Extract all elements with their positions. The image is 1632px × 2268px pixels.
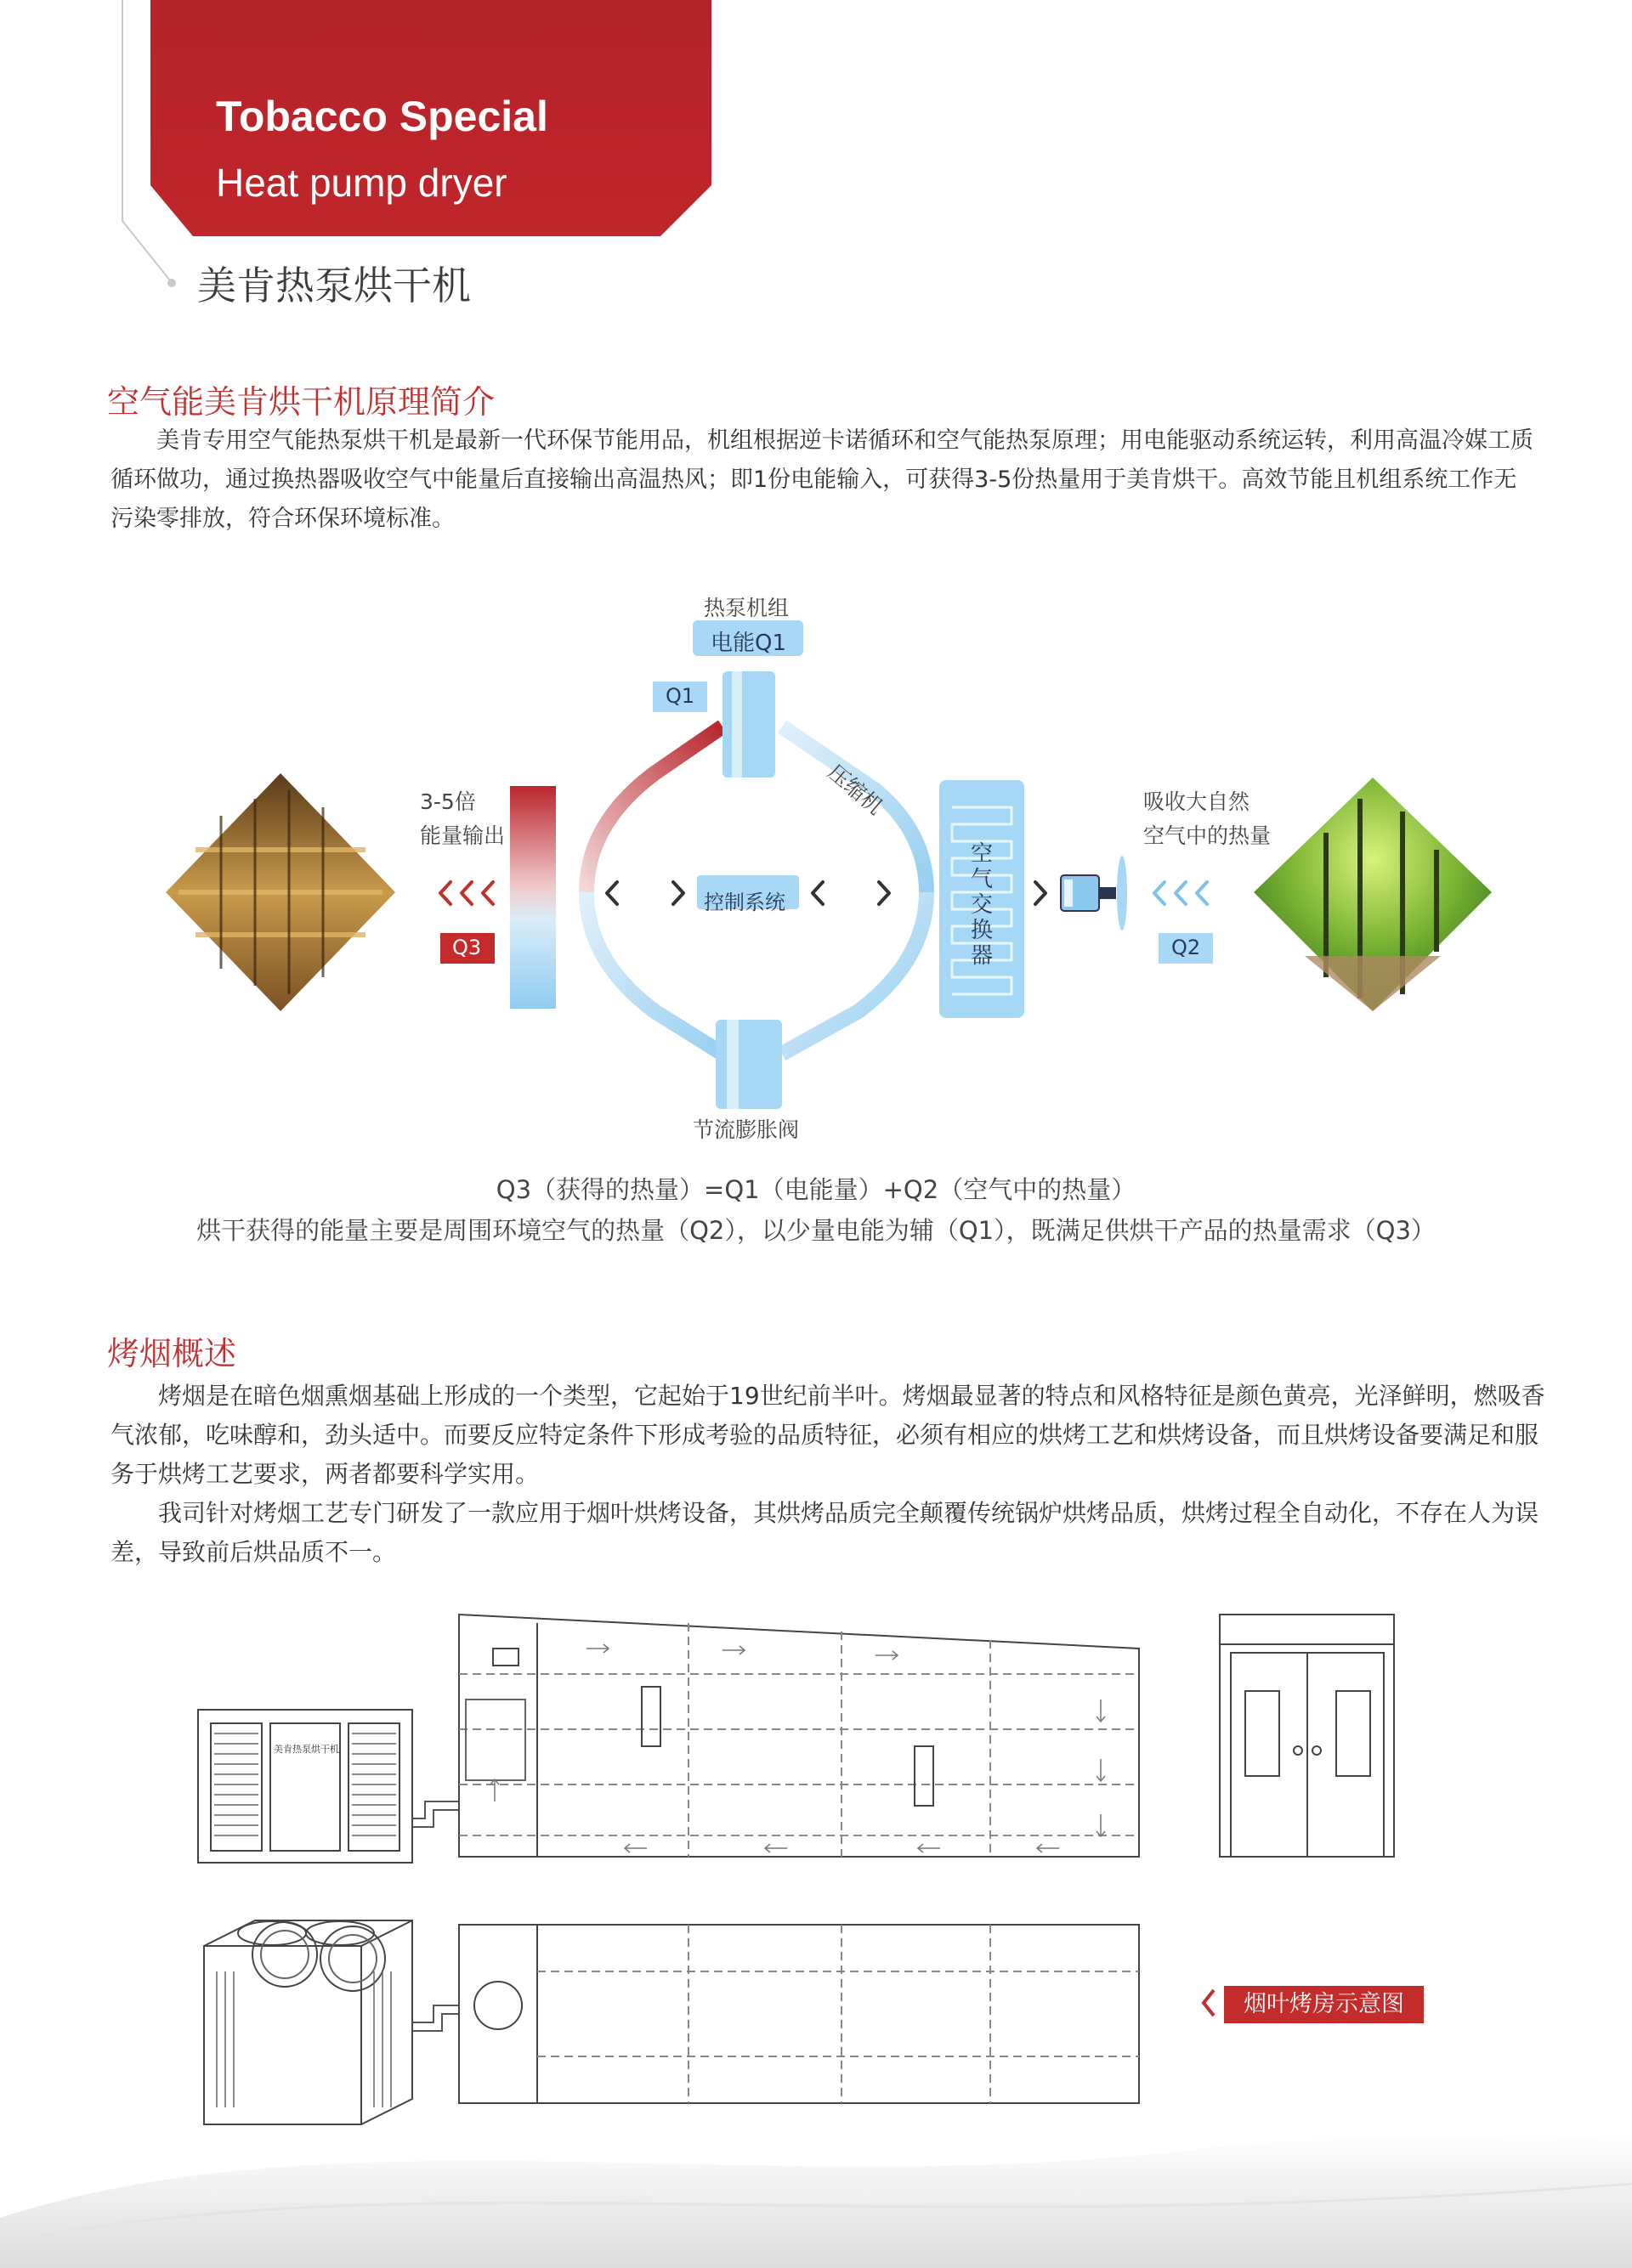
curing-room-front-view xyxy=(459,1615,1139,1857)
section1-body xyxy=(110,421,1538,539)
throttle-valve-label: 节流膨胀阀 xyxy=(693,1117,800,1142)
curing-room-caption: 烟叶烤房示意图 xyxy=(1224,1986,1424,2023)
header-title: Tobacco Special xyxy=(216,93,548,140)
output-chevrons xyxy=(440,882,493,904)
cold-pipe-right-bottom xyxy=(782,892,926,1054)
section2-title: 烤烟概述 xyxy=(107,1335,237,1372)
section2-paragraph-2: 我司针对烤烟工艺专门研发了一款应用于烟叶烘烤设备，其烘烤品质完全颠覆传统锅炉烘烤品质，烘烤过程全自动化，不存在人为误差，导致前后烘品质不一。 xyxy=(110,1499,1539,1566)
hot-pipe xyxy=(586,727,722,892)
section2-body xyxy=(110,1377,1547,1572)
energy-formula-note: 烘干获得的能量主要是周围环境空气的热量（Q2），以少量电能为辅（Q1），既满足供烘干产品的热量需求（Q3） xyxy=(196,1216,1436,1245)
airflow-arrows xyxy=(490,1644,1105,1852)
air-exchanger-label: 空气交换器 xyxy=(971,841,994,969)
section1-paragraph: 美肯专用空气能热泵烘干机是最新一代环保节能用品，机组根据逆卡诺循环和空气能热泵原理；用电能驱动系统运转，利用高温冷媒工质循环做功，通过换热器吸收空气中能量后直接输出高温热风；即1份电能输入，可获得3-5份热量用于美肯烘干。高效节能且机组系统工作无污染零排放，符合环保环境标准。 xyxy=(110,427,1533,532)
section2-paragraph-1: 烤烟是在暗色烟熏烟基础上形成的一个类型，它起始于19世纪前半叶。烤烟最显著的特点和风格特征是颜色黄亮，光泽鲜明，燃吸香气浓郁，吃味醇和，劲头适中。而要反应特定条件下形成考验的品质特征，必须有相应的烘烤工艺和烘烤设备，而且烘烤设备要满足和服务于烘烤工艺要求，两者都要科学实用。 xyxy=(110,1382,1545,1488)
absorb-heat-line1: 吸收大自然 xyxy=(1143,789,1250,814)
forest-image xyxy=(1254,778,1492,1011)
fan-icon xyxy=(1061,856,1127,930)
input-chevrons xyxy=(1154,882,1207,904)
electric-energy-label: 电能Q1 xyxy=(711,631,787,656)
product-name-cn: 美肯热泵烘干机 xyxy=(197,263,471,308)
caption-chevron xyxy=(1204,1990,1214,2016)
heat-pump-front-view xyxy=(198,1710,412,1863)
cold-pipe-left-bottom xyxy=(586,892,722,1054)
energy-output-line2: 能量输出 xyxy=(420,823,506,848)
heat-pump-diagram xyxy=(0,578,1632,1173)
header-guide-line xyxy=(119,0,187,293)
tobacco-leaves-image xyxy=(166,773,395,1011)
q2-label: Q2 xyxy=(1171,936,1201,959)
condenser-bar xyxy=(510,786,556,1009)
q3-label: Q3 xyxy=(452,936,482,959)
throttle-valve-unit xyxy=(716,1020,782,1109)
door-view xyxy=(1220,1615,1394,1857)
absorb-heat-line2: 空气中的热量 xyxy=(1143,823,1272,848)
section1-title: 空气能美肯烘干机原理简介 xyxy=(107,383,496,421)
cold-pipe-right-top xyxy=(782,727,926,892)
compressor-label: 压缩机 xyxy=(823,759,888,820)
unit-nameplate-label: 美肯热泵烘干机 xyxy=(274,1744,339,1755)
decorative-wave xyxy=(0,2073,1632,2268)
control-system-label: 控制系统 xyxy=(704,891,785,914)
compressor-unit xyxy=(722,671,775,778)
curing-room-drawing xyxy=(0,1598,1632,2141)
energy-output-line1: 3-5倍 xyxy=(420,789,476,814)
header-subtitle: Heat pump dryer xyxy=(216,161,507,205)
heat-pump-unit-label: 热泵机组 xyxy=(704,596,790,620)
energy-formula: Q3（获得的热量）=Q1（电能量）+Q2（空气中的热量） xyxy=(496,1175,1136,1204)
q1-label: Q1 xyxy=(666,684,695,708)
